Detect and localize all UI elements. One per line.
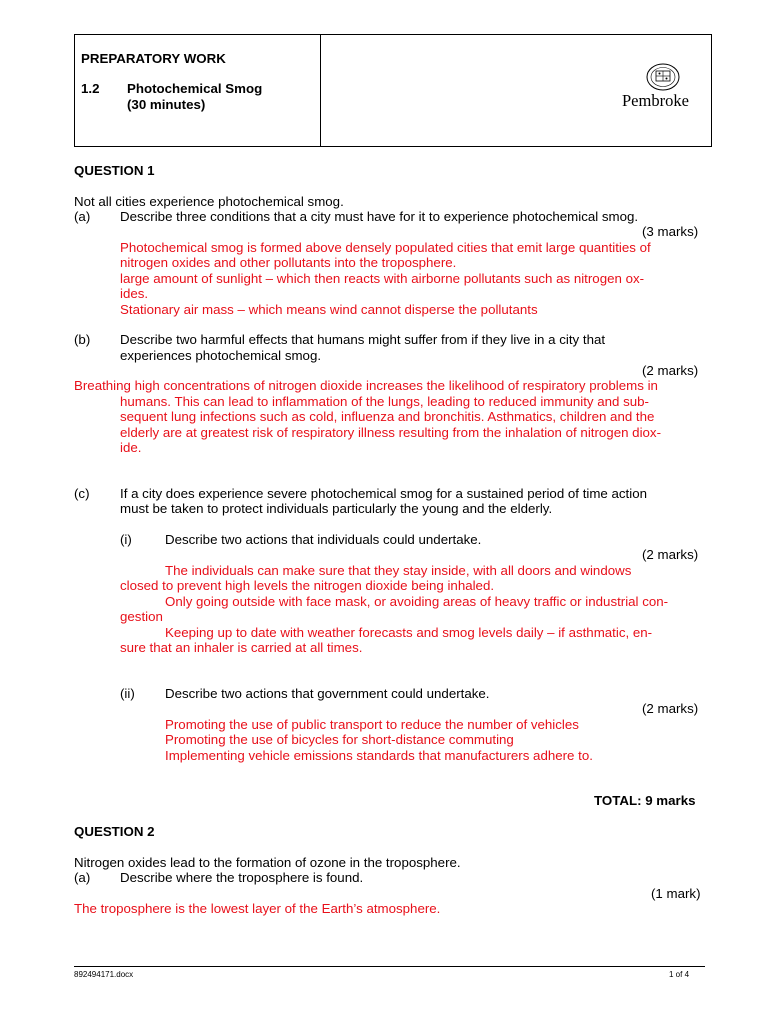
q1b-answer-line: elderly are at greatest risk of respiratory illness resulting from the inhalation of nitrogen diox- — [120, 425, 661, 440]
q1c-label: (c) — [74, 486, 90, 501]
q1ci-text: Describe two actions that individuals could undertake. — [165, 532, 482, 547]
q1a-answer-line: Stationary air mass – which means wind cannot disperse the pollutants — [120, 302, 538, 317]
q1a-answer-line: ides. — [120, 286, 149, 301]
q1b-answer-line: Breathing high concentrations of nitrogen dioxide increases the likelihood of respiratory problems in — [74, 378, 658, 393]
question-1-intro: Not all cities experience photochemical smog. — [74, 194, 344, 209]
q1cii-answer-line: Promoting the use of public transport to reduce the number of vehicles — [165, 717, 579, 732]
q1cii-text: Describe two actions that government could undertake. — [165, 686, 490, 701]
q2a-text: Describe where the troposphere is found. — [120, 870, 364, 885]
question-2-heading: QUESTION 2 — [74, 824, 155, 839]
q2a-answer: The troposphere is the lowest layer of the Earth’s atmosphere. — [74, 901, 441, 916]
q1b-answer-line: sequent lung infections such as cold, influenza and bronchitis. Asthmatics, children and the — [120, 409, 655, 424]
q1ci-answer-line: closed to prevent high levels the nitrogen dioxide being inhaled. — [120, 578, 495, 593]
q1ci-answer-line: gestion — [120, 609, 163, 624]
header-title: PREPARATORY WORK — [81, 51, 226, 66]
q1cii-marks: (2 marks) — [642, 701, 699, 716]
q1ci-marks: (2 marks) — [642, 547, 699, 562]
q1b-answer-line: ide. — [120, 440, 142, 455]
q1b-label: (b) — [74, 332, 91, 347]
q1b-text-line: experiences photochemical smog. — [120, 348, 322, 363]
section-duration: (30 minutes) — [127, 97, 206, 112]
q1ci-answer-line: Keeping up to date with weather forecasts and smog levels daily – if asthmatic, en- — [165, 625, 653, 640]
college-crest-icon — [645, 62, 681, 92]
q1a-text: Describe three conditions that a city must have for it to experience photochemical smog. — [120, 209, 639, 224]
question-1-heading: QUESTION 1 — [74, 163, 155, 178]
q1a-marks: (3 marks) — [642, 224, 699, 239]
footer-rule — [74, 966, 705, 967]
header-divider — [320, 35, 321, 146]
question-2-intro: Nitrogen oxides lead to the formation of ozone in the troposphere. — [74, 855, 461, 870]
q1cii-label: (ii) — [120, 686, 135, 701]
q1cii-answer-line: Promoting the use of bicycles for short-distance commuting — [165, 732, 514, 747]
q1b-text-line: Describe two harmful effects that humans might suffer from if they live in a city that — [120, 332, 606, 347]
q1a-answer-line: nitrogen oxides and other pollutants into the troposphere. — [120, 255, 457, 270]
section-number: 1.2 — [81, 81, 100, 96]
college-logo-text: Pembroke — [622, 91, 689, 110]
q1cii-answer-line: Implementing vehicle emissions standards that manufacturers adhere to. — [165, 748, 593, 763]
q1a-answer-line: Photochemical smog is formed above densely populated cities that emit large quantities of — [120, 240, 651, 255]
q1ci-answer-line: The individuals can make sure that they stay inside, with all doors and windows — [165, 563, 632, 578]
q2a-label: (a) — [74, 870, 91, 885]
q1a-answer-line: large amount of sunlight – which then reacts with airborne pollutants such as nitrogen ox- — [120, 271, 645, 286]
q1b-marks: (2 marks) — [642, 363, 699, 378]
q1c-text-line: If a city does experience severe photochemical smog for a sustained period of time action — [120, 486, 647, 501]
q1-total: TOTAL: 9 marks — [594, 793, 696, 808]
footer-page-number: 1 of 4 — [669, 970, 690, 979]
q1c-text-line: must be taken to protect individuals particularly the young and the elderly. — [120, 501, 553, 516]
q1b-answer-line: humans. This can lead to inflammation of the lungs, leading to reduced immunity and sub- — [120, 394, 649, 409]
q1ci-answer-line: sure that an inhaler is carried at all times. — [120, 640, 363, 655]
q1ci-label: (i) — [120, 532, 132, 547]
footer-filename: 892494171.docx — [74, 970, 134, 979]
q2a-marks: (1 mark) — [651, 886, 701, 901]
q1ci-answer-line: Only going outside with face mask, or avoiding areas of heavy traffic or industrial con- — [165, 594, 669, 609]
q1a-label: (a) — [74, 209, 91, 224]
section-title: Photochemical Smog — [127, 81, 263, 96]
